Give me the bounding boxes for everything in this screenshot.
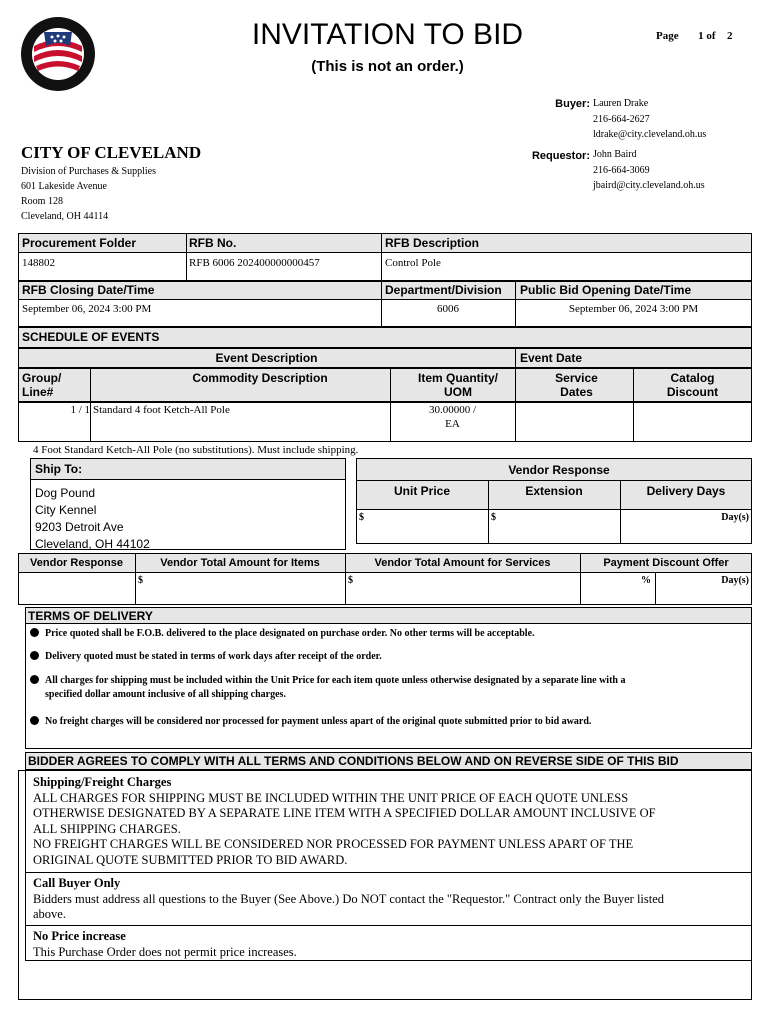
event-description-label: Event Description: [215, 351, 318, 365]
extension-input[interactable]: [489, 510, 619, 543]
term-item-3: [30, 674, 625, 702]
no-price-increase-line1: This Purchase Order does not permit price increases.: [33, 944, 297, 959]
no-price-increase-section: [33, 929, 297, 960]
dates-label: Dates: [560, 385, 593, 399]
page-total: 2: [727, 30, 733, 42]
requestor-phone: 216-664-3069: [593, 164, 650, 176]
org-room: Room 128: [21, 196, 63, 207]
org-city: Cleveland, OH 44114: [21, 211, 109, 222]
term-4-text: No freight charges will be considered nor processed for payment unless apart of the original quote submitted prior to bid award.: [45, 716, 592, 727]
terms-of-delivery-title: TERMS OF DELIVERY: [28, 609, 153, 623]
page-number: 1: [698, 30, 704, 42]
department-value: 6006: [437, 303, 459, 315]
group-line-header: [22, 371, 61, 399]
service-dates-header: [515, 371, 638, 399]
page-label: Page: [656, 30, 679, 42]
group-label: Group/: [22, 371, 62, 385]
event-date-label: Event Date: [520, 351, 583, 365]
shipping-freight-line1: ALL CHARGES FOR SHIPPING MUST BE INCLUDED WITHIN THE UNIT PRICE OF EACH QUOTE UNLESS: [33, 790, 629, 805]
rfb-no-value: RFB 6006 202400000000457: [189, 257, 320, 269]
delivery-days-unit: Day(s): [721, 512, 749, 523]
ship-to-address: [35, 485, 150, 553]
call-buyer-line1: Bidders must address all questions to the Buyer (See Above.) Do NOT contact the "Requestor." Contract only the Buyer listed: [33, 891, 665, 906]
shipping-freight-line5: ORIGINAL QUOTE SUBMITTED PRIOR TO BID AWARD.: [33, 852, 348, 867]
extension-label: Extension: [525, 484, 583, 498]
vendor-response-title: Vendor Response: [508, 463, 610, 477]
rfb-description-label: RFB Description: [385, 236, 480, 250]
department-label: Department/Division: [385, 283, 502, 297]
shipping-freight-line2: OTHERWISE DESIGNATED BY A SEPARATE LINE ITEM WITH A SPECIFIED DOLLAR AMOUNT INCLUSIVE OF: [33, 806, 656, 820]
line-item-description: Standard 4 foot Ketch-All Pole: [93, 404, 230, 416]
term-item-2: [30, 651, 382, 662]
buyer-label: Buyer:: [555, 98, 590, 110]
shipping-freight-section: [33, 775, 656, 868]
line-item-long-description: 4 Foot Standard Ketch-All Pole (no substitutions). Must include shipping.: [33, 444, 359, 456]
requestor-info: [593, 147, 705, 194]
call-buyer-title: Call Buyer Only: [33, 876, 121, 890]
total-items-input[interactable]: [136, 573, 344, 604]
total-services-dollar: $: [348, 575, 353, 586]
shipping-freight-title: Shipping/Freight Charges: [33, 775, 172, 789]
payment-discount-label: Payment Discount Offer: [603, 557, 729, 569]
bid-opening-label: Public Bid Opening Date/Time: [520, 283, 692, 297]
shipping-freight-line3: ALL SHIPPING CHARGES.: [33, 821, 181, 836]
document-subtitle: (This is not an order.): [311, 58, 464, 75]
bullet-icon: [30, 716, 39, 725]
item-quantity-label: Item Quantity/: [417, 371, 498, 385]
unit-price-input[interactable]: [357, 510, 487, 543]
ship-to-line1: Dog Pound: [35, 486, 96, 500]
procurement-folder-label: Procurement Folder: [22, 236, 137, 250]
requestor-email: jbaird@city.cleveland.oh.us: [593, 180, 705, 191]
rfb-description-value: Control Pole: [385, 257, 441, 269]
document-title: INVITATION TO BID: [251, 18, 524, 51]
discount-days-input[interactable]: [656, 573, 751, 604]
page-indicator: [656, 30, 733, 42]
shipping-freight-line4: NO FREIGHT CHARGES WILL BE CONSIDERED NOR PROCESSED FOR PAYMENT UNLESS APART OF THE: [33, 837, 634, 851]
delivery-days-label: Delivery Days: [646, 484, 726, 498]
bid-opening-value: September 06, 2024 3:00 PM: [568, 303, 699, 315]
total-items-label: Vendor Total Amount for Items: [160, 557, 320, 569]
buyer-email: ldrake@city.cleveland.oh.us: [593, 129, 707, 140]
rfb-closing-value: September 06, 2024 3:00 PM: [22, 303, 152, 315]
org-address: [21, 164, 156, 224]
rfb-closing-label: RFB Closing Date/Time: [22, 283, 155, 297]
term-3-text-b: specified dollar amount inclusive of all shipping charges.: [45, 689, 286, 700]
schedule-of-events-title: SCHEDULE OF EVENTS: [22, 330, 160, 344]
catalog-discount-header: [633, 371, 752, 399]
org-street: 601 Lakeside Avenue: [21, 181, 107, 192]
bidder-agrees-title: BIDDER AGREES TO COMPLY WITH ALL TERMS AND CONDITIONS BELOW AND ON REVERSE SIDE OF THIS BID: [28, 754, 679, 768]
call-buyer-line2: above.: [33, 907, 66, 921]
procurement-folder-value: 148802: [22, 257, 55, 269]
total-services-input[interactable]: [346, 573, 579, 604]
service-label: Service: [555, 371, 598, 385]
ship-to-line3: 9203 Detroit Ave: [35, 520, 124, 534]
unit-price-dollar: $: [359, 512, 364, 523]
term-1-text: Price quoted shall be F.O.B. delivered to the place designated on purchase order. No other terms will be acceptable.: [45, 628, 535, 639]
term-item-4: [30, 716, 591, 727]
line-item-uom: EA: [445, 418, 460, 430]
ship-to-label: Ship To:: [35, 462, 83, 476]
org-division: Division of Purchases & Supplies: [21, 166, 156, 177]
extension-dollar: $: [491, 512, 496, 523]
total-services-label: Vendor Total Amount for Services: [374, 557, 551, 569]
totals-vendor-response-label: Vendor Response: [30, 557, 123, 569]
line-label: Line#: [22, 385, 54, 399]
discount-label: Discount: [666, 385, 719, 399]
buyer-phone: 216-664-2627: [593, 113, 650, 125]
delivery-days-input[interactable]: [621, 510, 751, 543]
uom-label: UOM: [444, 385, 472, 399]
requestor-label: Requestor:: [531, 150, 590, 162]
buyer-name: Lauren Drake: [593, 98, 649, 109]
total-items-dollar: $: [138, 575, 143, 586]
line-item-number: 1 / 1: [70, 404, 90, 416]
rfb-no-label: RFB No.: [189, 236, 237, 250]
line-item-quantity: 30.00000 /: [428, 404, 477, 416]
commodity-description-label: Commodity Description: [192, 371, 328, 385]
discount-percent-unit: %: [641, 575, 651, 586]
discount-percent-input[interactable]: [581, 573, 654, 604]
org-name: CITY OF CLEVELAND: [21, 143, 202, 162]
term-item-1: [30, 628, 535, 639]
ship-to-line4: Cleveland, OH 44102: [35, 537, 150, 551]
bullet-icon: [30, 628, 39, 637]
bullet-icon: [30, 651, 39, 660]
bullet-icon: [30, 675, 39, 684]
requestor-name: John Baird: [593, 149, 637, 160]
no-price-increase-title: No Price increase: [33, 929, 126, 943]
catalog-label: Catalog: [670, 371, 715, 385]
unit-price-label: Unit Price: [393, 484, 450, 498]
item-quantity-header: [390, 371, 526, 399]
call-buyer-section: [33, 876, 664, 923]
discount-days-unit: Day(s): [721, 575, 749, 586]
ship-to-line2: City Kennel: [35, 503, 97, 517]
term-2-text: Delivery quoted must be stated in terms of work days after receipt of the order.: [45, 651, 382, 662]
page-of: of: [706, 30, 716, 42]
term-3-text-a: All charges for shipping must be included within the Unit Price for each item quote unless otherwise designated by a separate line with a: [45, 675, 626, 686]
buyer-info: [593, 96, 706, 143]
